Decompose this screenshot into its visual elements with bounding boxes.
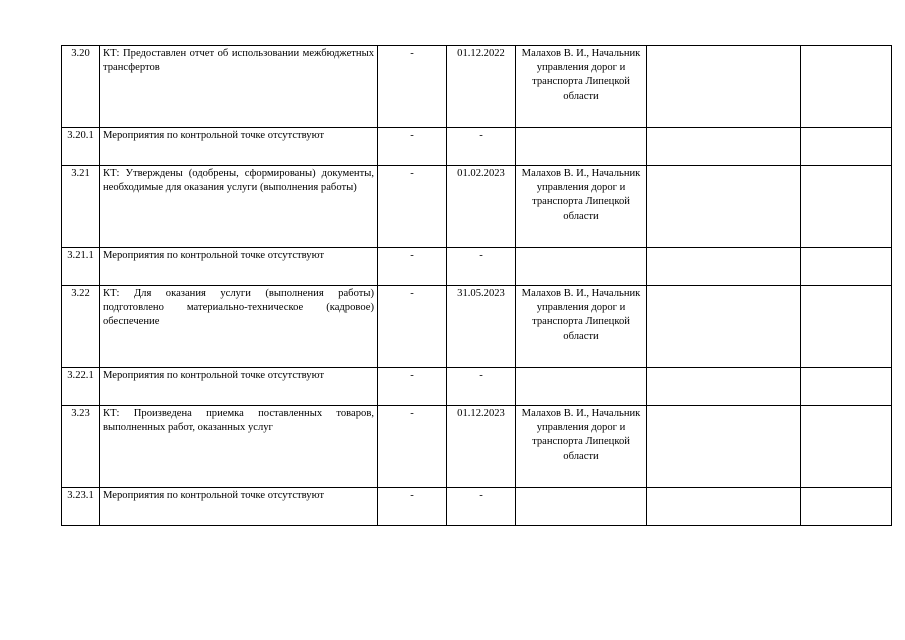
date-cell: 31.05.2023 — [447, 286, 516, 368]
date-cell: 01.12.2023 — [447, 406, 516, 488]
date-cell: - — [447, 488, 516, 526]
description-cell: Мероприятия по контрольной точке отсутствуют — [100, 128, 378, 166]
responsible-cell: Малахов В. И., Начальник управления дорог и транспорта Липецкой области — [516, 166, 647, 248]
empty-cell — [801, 368, 892, 406]
dash-cell: - — [378, 488, 447, 526]
date-cell: - — [447, 368, 516, 406]
table-row-control-point — [62, 166, 892, 248]
row-number-cell: 3.22 — [62, 286, 100, 368]
description-cell: КТ: Утверждены (одобрены, сформированы) документы, необходимые для оказания услуги (выполнения работы) — [100, 166, 378, 248]
table-row-subitem — [62, 368, 892, 406]
empty-cell — [801, 166, 892, 248]
dash-cell: - — [378, 368, 447, 406]
control-points-table — [61, 45, 892, 526]
description-cell: КТ: Для оказания услуги (выполнения работы) подготовлено материально-техническое (кадровое) обеспечение — [100, 286, 378, 368]
empty-cell — [647, 46, 801, 128]
table-row-control-point — [62, 406, 892, 488]
date-cell: - — [447, 248, 516, 286]
row-number-cell: 3.20.1 — [62, 128, 100, 166]
table-body — [62, 46, 892, 526]
date-cell: 01.02.2023 — [447, 166, 516, 248]
dash-cell: - — [378, 46, 447, 128]
responsible-cell: Малахов В. И., Начальник управления дорог и транспорта Липецкой области — [516, 286, 647, 368]
dash-cell: - — [378, 286, 447, 368]
empty-cell — [647, 488, 801, 526]
responsible-cell — [516, 248, 647, 286]
dash-cell: - — [378, 248, 447, 286]
dash-cell: - — [378, 406, 447, 488]
row-number-cell: 3.21 — [62, 166, 100, 248]
responsible-cell — [516, 128, 647, 166]
empty-cell — [647, 406, 801, 488]
row-number-cell: 3.20 — [62, 46, 100, 128]
empty-cell — [801, 46, 892, 128]
table-row-control-point — [62, 286, 892, 368]
date-cell: - — [447, 128, 516, 166]
responsible-cell — [516, 488, 647, 526]
empty-cell — [801, 406, 892, 488]
empty-cell — [647, 286, 801, 368]
row-number-cell: 3.23.1 — [62, 488, 100, 526]
responsible-cell — [516, 368, 647, 406]
responsible-cell: Малахов В. И., Начальник управления дорог и транспорта Липецкой области — [516, 46, 647, 128]
table-row-subitem — [62, 488, 892, 526]
empty-cell — [801, 248, 892, 286]
description-cell: Мероприятия по контрольной точке отсутствуют — [100, 488, 378, 526]
description-cell: Мероприятия по контрольной точке отсутствуют — [100, 368, 378, 406]
empty-cell — [801, 286, 892, 368]
empty-cell — [647, 128, 801, 166]
responsible-cell: Малахов В. И., Начальник управления дорог и транспорта Липецкой области — [516, 406, 647, 488]
table-row-subitem — [62, 248, 892, 286]
table-row-control-point — [62, 46, 892, 128]
table-row-subitem — [62, 128, 892, 166]
empty-cell — [647, 166, 801, 248]
dash-cell: - — [378, 128, 447, 166]
row-number-cell: 3.23 — [62, 406, 100, 488]
empty-cell — [647, 248, 801, 286]
dash-cell: - — [378, 166, 447, 248]
description-cell: Мероприятия по контрольной точке отсутствуют — [100, 248, 378, 286]
date-cell: 01.12.2022 — [447, 46, 516, 128]
row-number-cell: 3.21.1 — [62, 248, 100, 286]
empty-cell — [801, 128, 892, 166]
row-number-cell: 3.22.1 — [62, 368, 100, 406]
description-cell: КТ: Предоставлен отчет об использовании межбюджетных трансфертов — [100, 46, 378, 128]
empty-cell — [647, 368, 801, 406]
description-cell: КТ: Произведена приемка поставленных товаров, выполненных работ, оказанных услуг — [100, 406, 378, 488]
empty-cell — [801, 488, 892, 526]
